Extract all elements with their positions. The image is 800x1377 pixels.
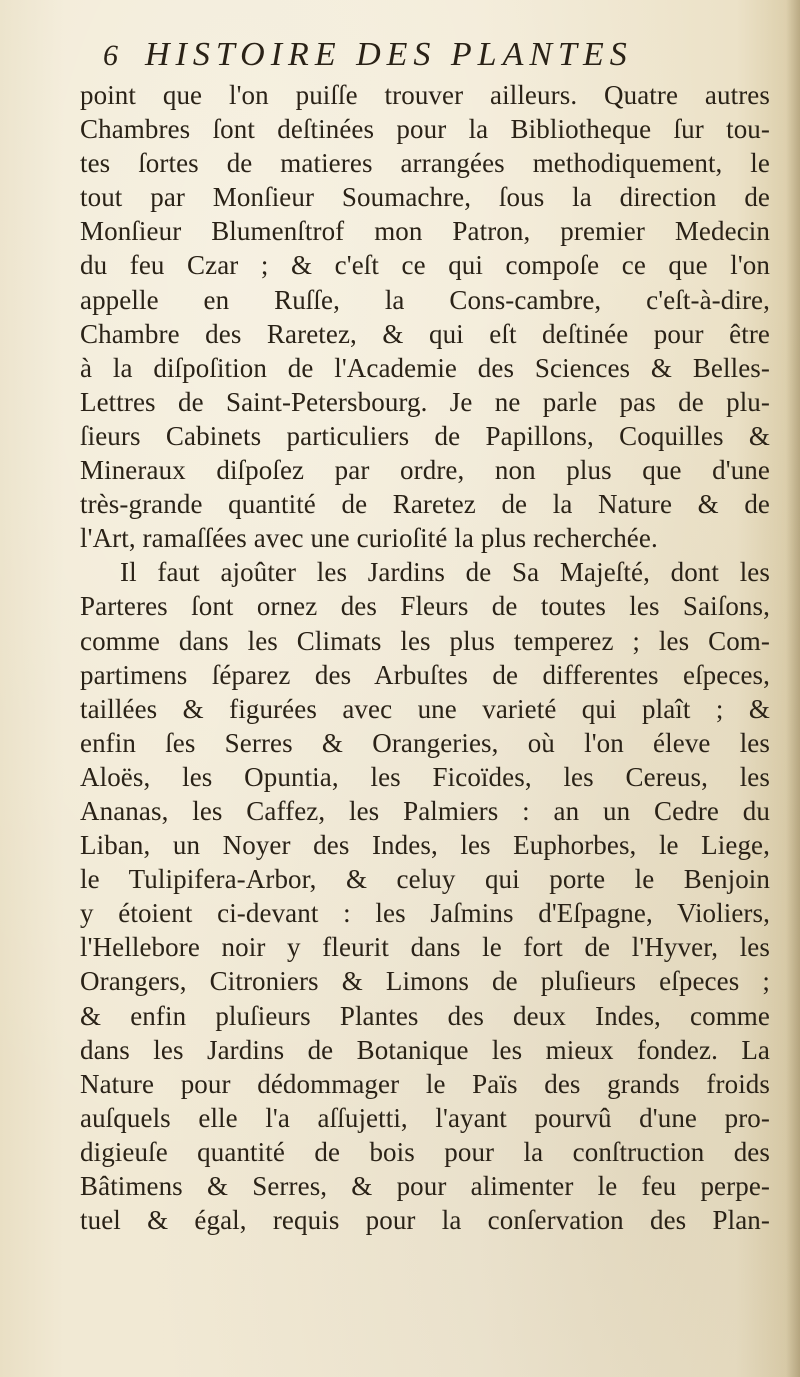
text-line: Bâtimens & Serres, & pour alimenter le feu perpe- [80, 1171, 770, 1201]
page-number: 6 [103, 39, 119, 72]
text-line: très-grande quantité de Raretez de la Nature & de [80, 489, 770, 520]
text-line: à la diſpoſition de l'Academie des Sciences & Belles- [80, 352, 770, 383]
text-line: Il faut ajoûter les Jardins de Sa Majeſté, dont les [120, 557, 770, 588]
text-line: Parteres ſont ornez des Fleurs de toutes les Saiſons, [80, 591, 770, 622]
text-line: ſieurs Cabinets particuliers de Papillons, Coquilles & [80, 420, 770, 451]
text-line: taillées & figurées avec une varieté qui plaît ; & [80, 693, 770, 724]
text-line: digieuſe quantité de bois pour la conſtruction des [80, 1136, 770, 1167]
text-line: Orangers, Citroniers & Limons de pluſieurs eſpeces ; [80, 966, 770, 997]
text-line: l'Art, ramaſſées avec une curioſité la plus recherchée. [80, 523, 658, 554]
text-line: appelle en Ruſſe, la Cons-cambre, c'eſt-à-dire, [80, 284, 770, 315]
text-line: Chambre des Raretez, & qui eſt deſtinée pour être [80, 318, 770, 349]
body-text [80, 78, 770, 1237]
text-line: Monſieur Blumenſtrof mon Patron, premier Medecin [80, 216, 770, 247]
text-line: Liban, un Noyer des Indes, les Euphorbes, le Liege, [80, 830, 770, 861]
page-header [103, 36, 703, 84]
text-line: partimens ſéparez des Arbuſtes de differentes eſpeces, [80, 659, 770, 690]
text-line: & enfin pluſieurs Plantes des deux Indes, comme [80, 1000, 770, 1031]
text-line: enfin ſes Serres & Orangeries, où l'on éleve les [80, 727, 770, 758]
text-line: tes ſortes de matieres arrangées methodiquement, le [80, 148, 770, 179]
text-line: dans les Jardins de Botanique les mieux fondez. La [80, 1034, 770, 1065]
text-line: tuel & égal, requis pour la conſervation des Plan- [80, 1205, 770, 1236]
text-line: Aloës, les Opuntia, les Ficoïdes, les Cereus, les [80, 761, 770, 792]
text-line: y étoient ci-devant : les Jaſmins d'Eſpagne, Violiers, [80, 898, 770, 929]
text-line: Chambres ſont deſtinées pour la Bibliotheque ſur tou- [80, 114, 770, 145]
text-line: le Tulipifera-Arbor, & celuy qui porte le Benjoin [80, 864, 770, 895]
text-line: Mineraux diſpoſez par ordre, non plus que d'une [80, 455, 770, 486]
text-line: Nature pour dédommager le Païs des grands froids [80, 1068, 770, 1099]
text-line: auſquels elle l'a aſſujetti, l'ayant pourvû d'une pro- [80, 1102, 770, 1133]
text-line: comme dans les Climats les plus temperez ; les Com- [80, 625, 770, 656]
text-line: Lettres de Saint-Petersbourg. Je ne parle pas de plu- [80, 386, 770, 417]
text-line: du feu Czar ; & c'eſt ce qui compoſe ce que l'on [80, 250, 770, 281]
running-title: HISTOIRE DES PLANTES [145, 36, 633, 73]
text-line: Ananas, les Caffez, les Palmiers : an un Cedre du [80, 795, 770, 826]
text-line: point que l'on puiſſe trouver ailleurs. Quatre autres [80, 80, 770, 110]
text-line: tout par Monſieur Soumachre, ſous la direction de [80, 182, 770, 213]
text-line: l'Hellebore noir y fleurit dans le fort de l'Hyver, les [80, 932, 770, 963]
page-edge-shadow [786, 0, 800, 1377]
